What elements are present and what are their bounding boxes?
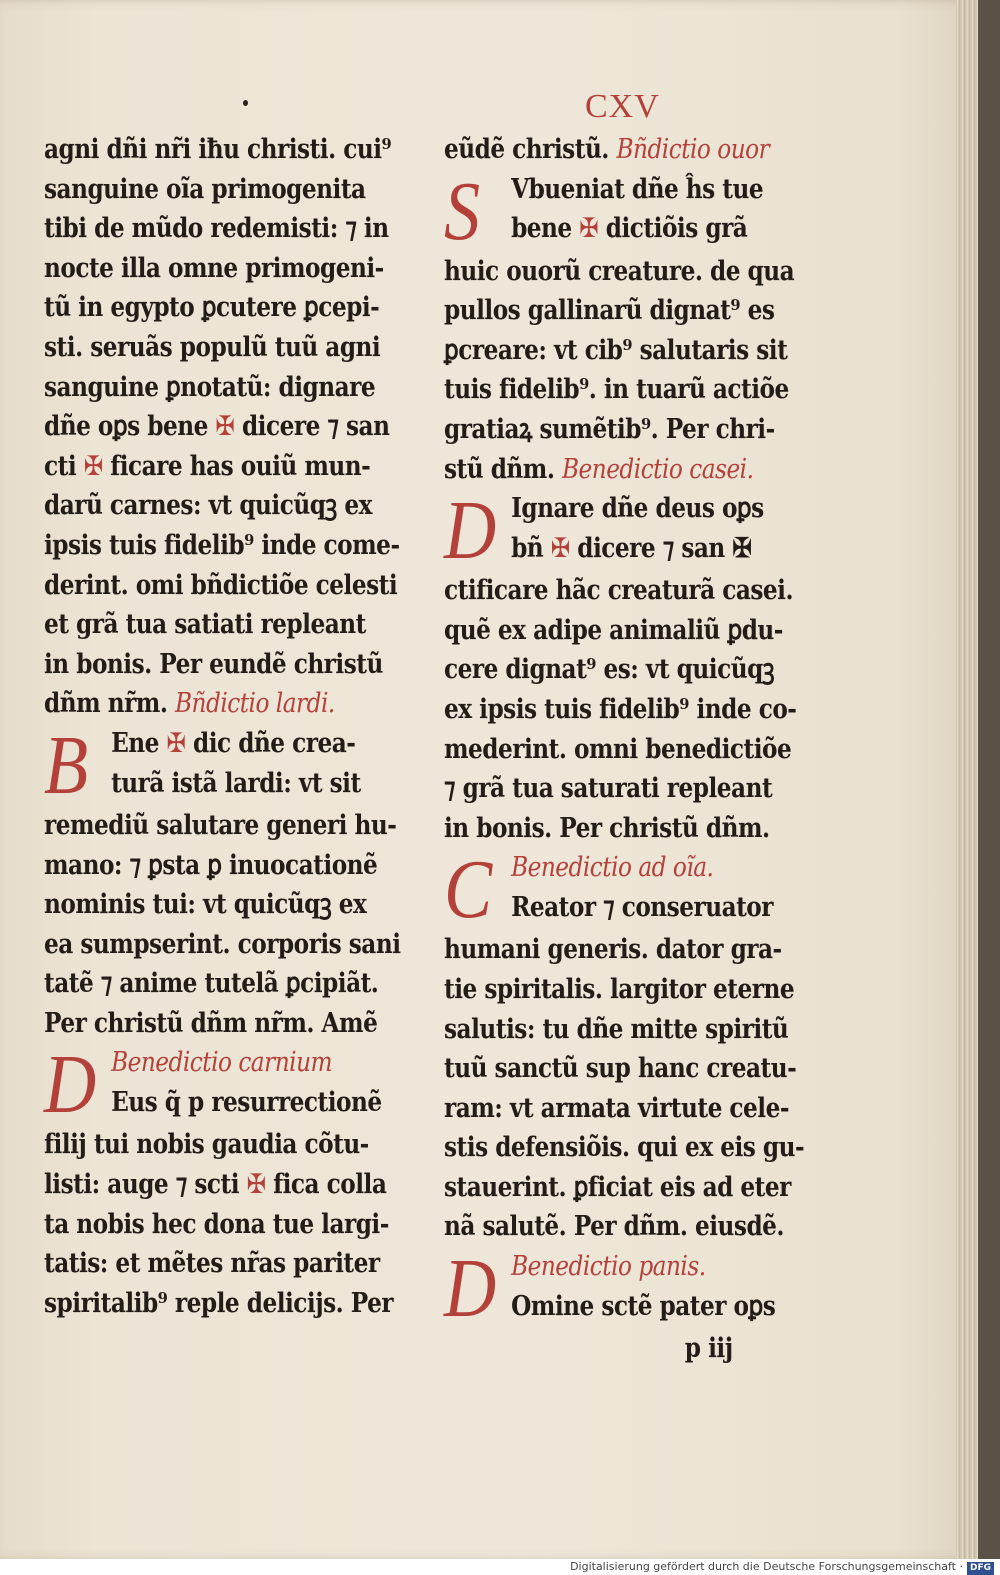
cross-symbol: ✠ [83, 450, 103, 482]
line-text: Ene [111, 727, 159, 759]
text-line [444, 410, 804, 450]
line-text: ta nobis hec dona tue largi- [44, 1208, 389, 1240]
text-line [444, 571, 804, 611]
text-line [444, 450, 804, 490]
line-text: ctificare hãc creaturã casei. [444, 575, 794, 607]
rubric-heading: Benedictio ad oĩa. [511, 852, 714, 884]
line-text: bñ [511, 532, 544, 564]
text-line [444, 690, 804, 730]
line-text: derint. omi bñdictiõe celesti [44, 569, 398, 601]
text-line [44, 1284, 401, 1324]
text-line [44, 1205, 401, 1245]
cross-symbol: ✠ [246, 1169, 266, 1201]
line-text: tuis fidelib⁹. in tuarũ actiõe [444, 374, 789, 406]
text-line [444, 370, 804, 410]
line-text: mano: ⁊ ꝑsta ꝑ inuocationẽ [44, 849, 378, 881]
line-text-after: ficare has ouiũ mun- [110, 450, 371, 482]
line-text: ram: vt armata virtute cele- [444, 1092, 789, 1124]
text-line [444, 930, 804, 970]
text-line [44, 526, 401, 566]
text-line [444, 130, 804, 170]
line-text-after: dicere ⁊ san ✠ [577, 532, 752, 564]
text-line [44, 288, 401, 328]
line-text: ⁊ grã tua saturati repleant [444, 773, 773, 805]
text-line [44, 925, 401, 965]
dfg-logo: DFG [967, 1562, 994, 1575]
line-text: in bonis. Per christũ dñm. [444, 812, 770, 844]
rubric-heading: Benedictio panis. [511, 1251, 706, 1283]
line-text: ex ipsis tuis fidelib⁹ inde co- [444, 693, 797, 725]
text-line [44, 249, 401, 289]
line-text: eũdẽ christũ. [444, 134, 609, 165]
line-text: et grã tua satiati repleant [44, 609, 366, 641]
text-line [444, 291, 804, 331]
line-text: remediũ salutare generi hu- [44, 809, 397, 841]
cross-symbol: ✠ [579, 213, 599, 245]
text-line [44, 486, 401, 526]
line-text: turã istã lardi: vt sit [111, 767, 361, 799]
initial-letter: D [44, 1038, 96, 1132]
line-text: dñm nr̃m. [44, 688, 168, 720]
line-text: p iij [684, 1333, 733, 1365]
right-column [444, 130, 804, 1369]
line-text: stis defensiõis. qui ex eis gu- [444, 1132, 805, 1164]
line-text: nocte illa omne primogeni- [44, 252, 384, 284]
ink-dot [243, 100, 248, 106]
line-text: sanguine oĩa primogenita [44, 173, 366, 205]
text-line [44, 1165, 401, 1205]
cross-symbol: ✠ [166, 727, 186, 759]
line-text: dñe oꝑs bene [44, 411, 208, 443]
text-line [444, 331, 804, 371]
text-line [444, 611, 804, 651]
line-text: ꝑcreare: vt cib⁹ salutaris sit [444, 334, 788, 366]
text-line [44, 684, 401, 724]
line-text: mederint. omni benedictiõe [444, 733, 792, 765]
text-line [444, 252, 804, 292]
footer-credit [0, 1559, 1000, 1575]
line-text: cti [44, 450, 77, 482]
text-line [444, 1128, 804, 1168]
initial-letter: D [444, 484, 496, 578]
line-text: stauerint. ꝑficiat eis ad eter [444, 1171, 791, 1203]
line-text: tatẽ ⁊ anime tutelã ꝑcipiãt. [44, 968, 379, 1000]
line-text: bene [511, 213, 572, 245]
line-text: huic ouorũ creature. de qua [444, 255, 795, 287]
line-text: Ignare dñe deus oꝑs [511, 493, 764, 525]
text-line [44, 328, 401, 368]
line-text: ea sumpserint. corporis sani [44, 928, 401, 960]
line-text: tũ in egypto ꝑcutere ꝑcepi- [44, 292, 380, 324]
rubric-heading: Bñdictio lardi. [175, 688, 335, 720]
line-text: tatis: et mẽtes nr̃as pariter [44, 1248, 380, 1280]
text-line [444, 730, 804, 770]
text-line [444, 970, 804, 1010]
line-text: tibi de mũdo redemisti: ⁊ in [44, 213, 389, 245]
initial-letter: D [444, 1242, 496, 1336]
line-text: Reator ⁊ conseruator [511, 891, 774, 923]
line-text: agni dñi nr̃i iħu christi. cui⁹ [44, 134, 392, 165]
text-line [44, 447, 401, 487]
text-line [44, 130, 401, 170]
text-line [444, 809, 804, 849]
line-text: quẽ ex adipe animaliũ ꝑdu- [444, 614, 783, 646]
text-line [444, 1049, 804, 1089]
line-text-after: dic dñe crea- [192, 727, 356, 759]
line-text: ipsis tuis fidelib⁹ inde come- [44, 529, 400, 561]
line-text: Per christũ dñm nr̃m. Amẽ [44, 1007, 378, 1039]
line-text: tuũ sanctũ sup hanc creatu- [444, 1053, 797, 1085]
text-line [44, 368, 401, 408]
text-line [444, 650, 804, 690]
text-line [444, 1207, 804, 1247]
text-line [44, 964, 401, 1004]
line-text: humani generis. dator gra- [444, 934, 782, 966]
text-line [444, 1329, 804, 1369]
line-text: tie spiritalis. largitor eterne [444, 973, 795, 1005]
text-line [44, 407, 401, 447]
line-text: pullos gallinarũ dignat⁹ es [444, 295, 775, 327]
text-line [44, 885, 401, 925]
line-text: Omine sctẽ pater oꝑs [511, 1290, 776, 1322]
text-line [44, 209, 401, 249]
folio-number: CXV [585, 88, 660, 125]
initial-letter: S [444, 164, 480, 258]
line-text: gratiaꝝ sumẽtib⁹. Per chri- [444, 413, 775, 445]
line-text: listi: auge ⁊ scti [44, 1169, 240, 1201]
text-line [444, 1010, 804, 1050]
line-text: nominis tui: vt quicũqꝫ ex [44, 889, 367, 921]
line-text-after: fica colla [273, 1169, 387, 1201]
text-line [44, 1004, 401, 1044]
cross-symbol: ✠ [215, 411, 235, 443]
footer-text: Digitalisierung gefördert durch die Deutsche Forschungsgemeinschaft · [570, 1560, 963, 1573]
line-text: nã salutẽ. Per dñm. eiusdẽ. [444, 1211, 784, 1243]
text-line [444, 769, 804, 809]
text-line [44, 605, 401, 645]
left-column [44, 130, 401, 1323]
line-text: spiritalib⁹ reple delicijs. Per [44, 1287, 394, 1319]
line-text: filij tui nobis gaudia cõtu- [44, 1129, 369, 1161]
text-line [44, 846, 401, 886]
initial-letter: C [444, 843, 492, 937]
text-line [44, 566, 401, 606]
line-text: darũ carnes: vt quicũqꝫ ex [44, 490, 372, 522]
text-line [44, 645, 401, 685]
line-text: sanguine ꝑnotatũ: dignare [44, 371, 376, 403]
line-text: Vbueniat dñe ĥs tue [511, 173, 764, 205]
text-line [44, 1125, 401, 1165]
text-line [44, 1244, 401, 1284]
line-text: stũ dñm. [444, 453, 555, 485]
rubric-heading: Benedictio casei. [561, 453, 754, 485]
line-text-after: dictiõis grã [605, 213, 748, 245]
text-line [444, 1089, 804, 1129]
text-line [44, 806, 401, 846]
rubric-heading: Bñdictio ouor [616, 134, 770, 165]
text-line [444, 1168, 804, 1208]
line-text: cere dignat⁹ es: vt quicũqꝫ [444, 654, 775, 686]
line-text-after: dicere ⁊ san [241, 411, 390, 443]
cross-symbol: ✠ [550, 532, 570, 564]
line-text: salutis: tu dñe mitte spiritũ [444, 1013, 789, 1045]
page-edge [956, 0, 978, 1560]
rubric-heading: Benedictio carnium [111, 1047, 333, 1079]
initial-letter: B [44, 718, 88, 812]
text-line [44, 170, 401, 210]
line-text: Eus q̃ p resurrectionẽ [111, 1087, 382, 1119]
line-text: sti. seruãs populũ tuũ agni [44, 331, 381, 363]
line-text: in bonis. Per eundẽ christũ [44, 648, 383, 680]
